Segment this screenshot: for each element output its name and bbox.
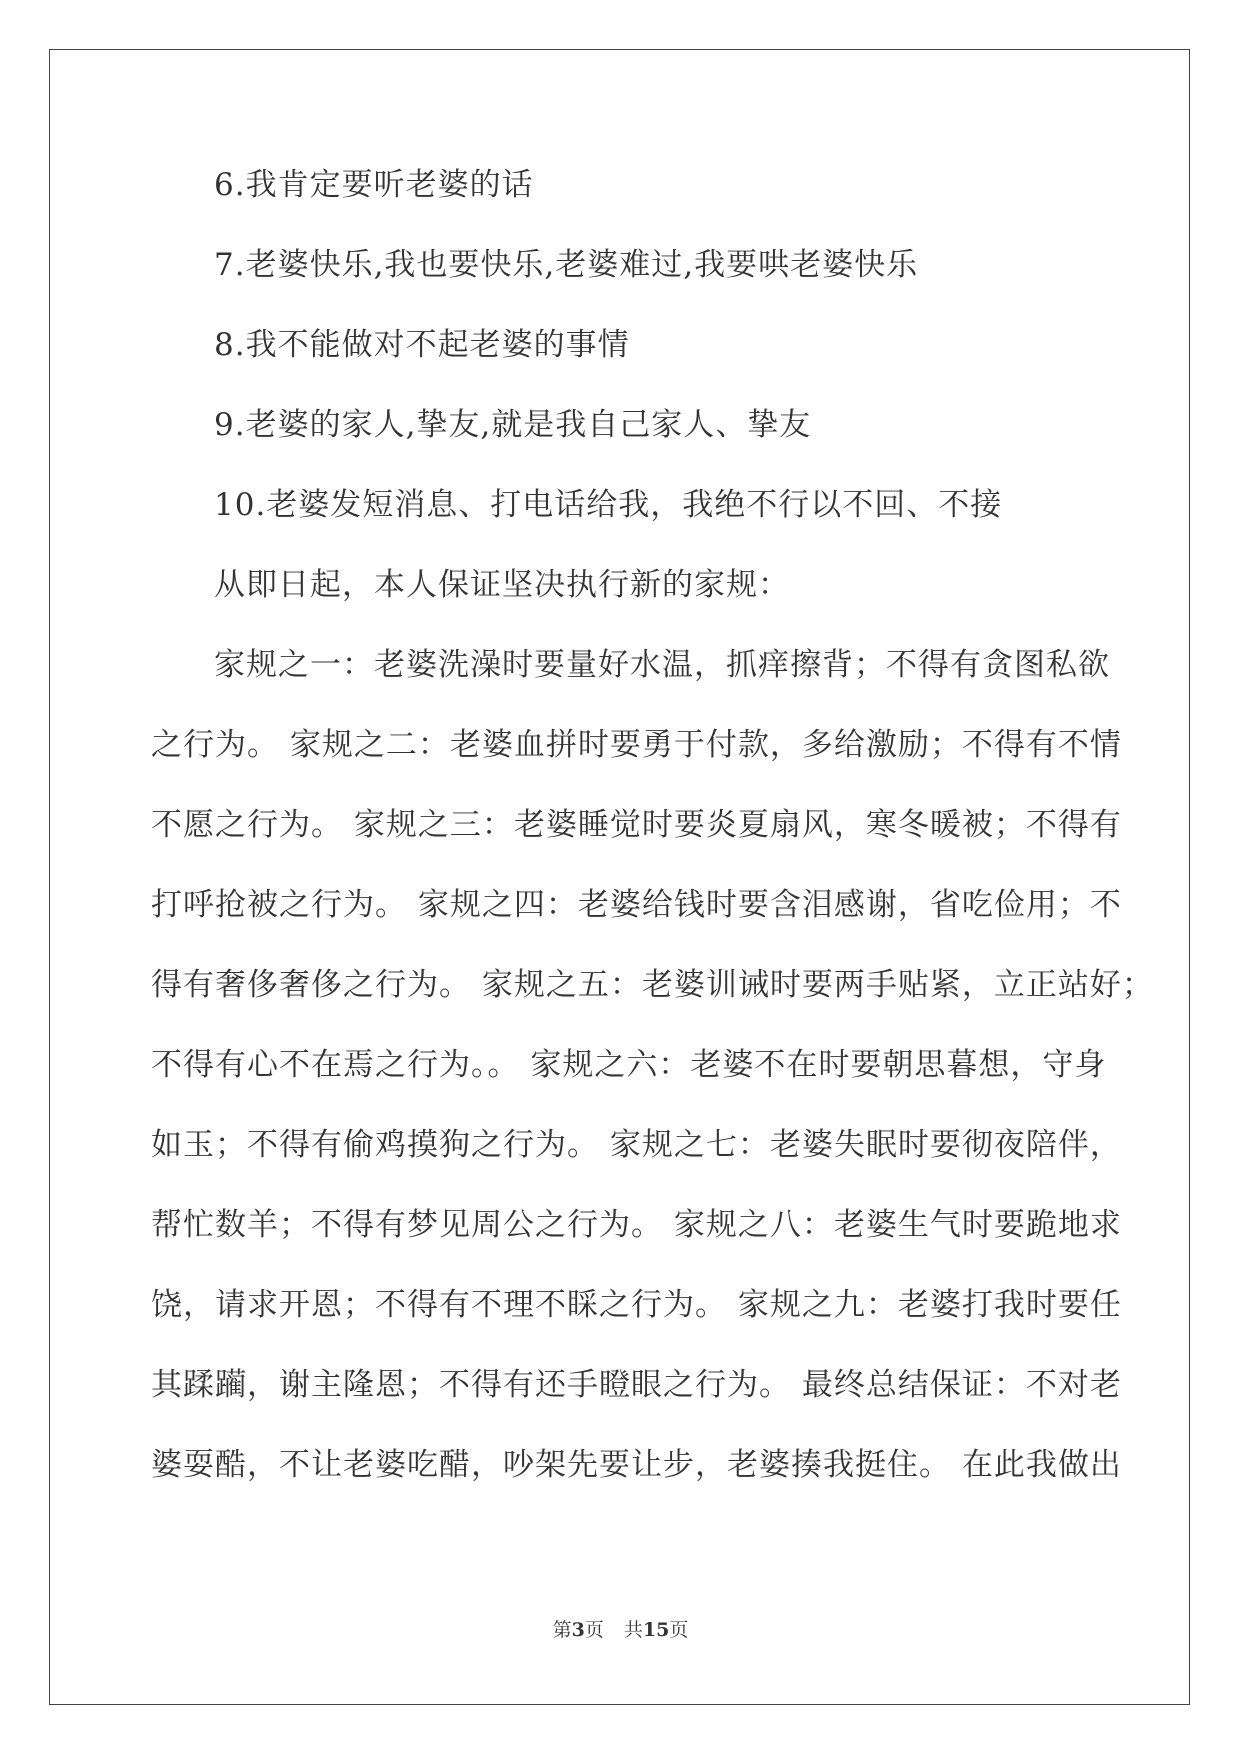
paragraph-line: 不愿之行为。 家规之三：老婆睡觉时要炎夏扇风，寒冬暖被；不得有	[151, 807, 1122, 843]
paragraph-line: 6.我肯定要听老婆的话	[214, 167, 534, 203]
page-footer	[0, 1615, 1241, 1642]
paragraph-line: 8.我不能做对不起老婆的事情	[214, 327, 630, 363]
page-number: 3	[571, 1619, 585, 1641]
page-prefix: 第	[552, 1619, 572, 1641]
total-prefix: 共	[623, 1619, 643, 1641]
paragraph-line: 从即日起，本人保证坚决执行新的家规：	[214, 567, 790, 603]
paragraph-line: 其蹂躏，谢主隆恩；不得有还手瞪眼之行为。 最终总结保证：不对老	[151, 1367, 1122, 1403]
paragraph-line: 饶，请求开恩；不得有不理不睬之行为。 家规之九：老婆打我时要任	[151, 1287, 1122, 1323]
document-body	[151, 165, 1154, 1525]
total-suffix: 页	[669, 1619, 689, 1641]
paragraph-line: 不得有心不在焉之行为。。 家规之六：老婆不在时要朝思暮想，守身	[151, 1047, 1107, 1083]
total-pages: 15	[642, 1619, 670, 1641]
paragraph-line: 帮忙数羊；不得有梦见周公之行为。 家规之八：老婆生气时要跪地求	[151, 1207, 1122, 1243]
paragraph-line: 之行为。 家规之二：老婆血拼时要勇于付款，多给激励；不得有不情	[151, 727, 1122, 763]
paragraph-line: 得有奢侈奢侈之行为。 家规之五：老婆训诫时要两手贴紧，立正站好；	[151, 967, 1154, 1003]
paragraph-line: 如玉；不得有偷鸡摸狗之行为。 家规之七：老婆失眠时要彻夜陪伴，	[151, 1127, 1122, 1163]
paragraph-line: 10.老婆发短消息、打电话给我，我绝不行以不回、不接	[214, 487, 1003, 523]
paragraph-line: 打呼抢被之行为。 家规之四：老婆给钱时要含泪感谢，省吃俭用；不	[151, 887, 1122, 923]
page-suffix: 页	[584, 1619, 604, 1641]
paragraph-line: 7.老婆快乐,我也要快乐,老婆难过,我要哄老婆快乐	[214, 247, 919, 283]
paragraph-line: 家规之一：老婆洗澡时要量好水温，抓痒擦背；不得有贪图私欲	[214, 647, 1110, 683]
paragraph-line: 婆耍酷，不让老婆吃醋，吵架先要让步，老婆揍我挺住。 在此我做出	[151, 1447, 1122, 1483]
paragraph-line: 9.老婆的家人,挚友,就是我自己家人、挚友	[214, 407, 812, 443]
